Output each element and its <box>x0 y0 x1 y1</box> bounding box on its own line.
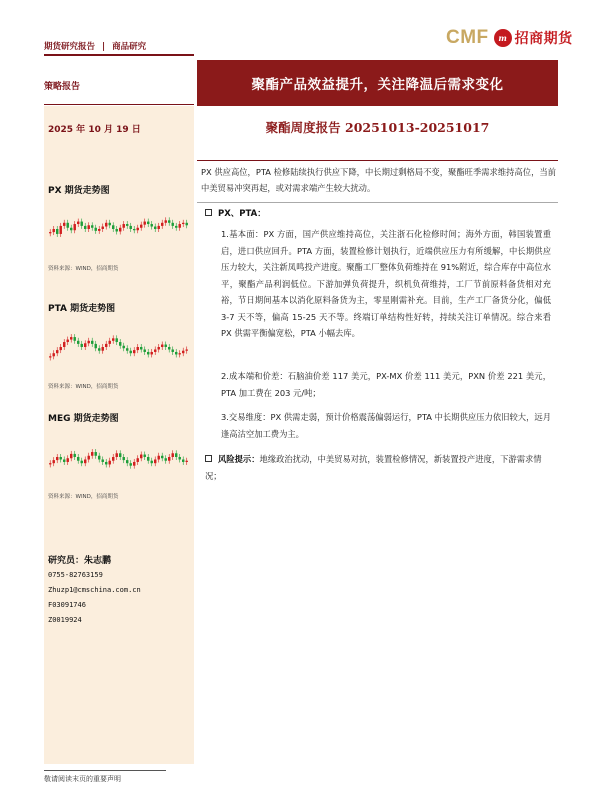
candle-body <box>70 454 72 458</box>
candle-body <box>102 459 104 461</box>
header-category <box>44 40 146 52</box>
candle-body <box>91 341 93 344</box>
candle-body <box>105 462 107 464</box>
candle-body <box>63 459 65 461</box>
pta-candlestick-svg <box>46 316 192 378</box>
meg-chart-title: MEG 期货走势图 <box>48 414 119 424</box>
candle-body <box>130 351 132 353</box>
researcher-cert-1: F03091746 <box>48 601 86 609</box>
candle-body <box>91 452 93 456</box>
candle-body <box>168 347 170 349</box>
report-type-divider <box>44 104 194 105</box>
logo-text: CMF <box>446 27 489 48</box>
researcher-name: 研究员：朱志鹏 <box>48 556 112 566</box>
report-date: 2025 年 10 月 19 日 <box>48 124 141 135</box>
candle-body <box>123 346 125 348</box>
candle-body <box>63 342 65 347</box>
date-strip <box>44 106 194 150</box>
candle-body <box>172 453 174 457</box>
candle-body <box>165 458 167 460</box>
logo-cn-text: 招商期货 <box>514 31 573 47</box>
candle-body <box>60 226 62 234</box>
logo-badge-icon: m <box>494 29 512 47</box>
candle-body <box>77 457 79 461</box>
header-category-left: 期货研究报告 <box>44 42 96 52</box>
px-futures-chart <box>46 198 192 260</box>
summary-bottom-divider <box>197 202 558 203</box>
px-chart-source: 资料来源：WIND，招商期货 <box>48 266 119 272</box>
footer-divider <box>44 770 166 771</box>
candle-body <box>109 461 111 465</box>
candle-body <box>88 225 90 229</box>
candle-body <box>81 461 83 463</box>
meg-futures-chart <box>46 426 192 488</box>
candle-body <box>63 223 65 226</box>
candle-body <box>168 457 170 461</box>
candle-body <box>102 347 104 351</box>
candle-body <box>119 453 121 457</box>
candle-body <box>186 223 188 225</box>
candle-body <box>60 457 62 459</box>
researcher-cert-2: Z0019924 <box>48 616 82 624</box>
report-type: 策略报告 <box>44 82 81 92</box>
section-heading-text: PX、PTA： <box>218 209 266 219</box>
candle-body <box>182 351 184 353</box>
candle-body <box>151 352 153 354</box>
candle-body <box>77 341 79 344</box>
candle-body <box>98 348 100 350</box>
candle-body <box>154 227 156 229</box>
candle-body <box>109 223 111 225</box>
candle-body <box>60 347 62 350</box>
candle-body <box>112 338 114 340</box>
candle-body <box>105 344 107 347</box>
candle-body <box>144 349 146 351</box>
candle-body <box>154 459 156 463</box>
candle-body <box>151 224 153 226</box>
candle-body <box>116 453 118 457</box>
candle-body <box>67 340 69 342</box>
title-banner <box>197 60 558 106</box>
footer-disclaimer: 敬请阅读末页的重要声明 <box>44 775 121 783</box>
px-chart-title: PX 期货走势图 <box>48 186 110 196</box>
candle-body <box>133 350 135 353</box>
candle-body <box>140 225 142 228</box>
candle-body <box>186 461 188 462</box>
candle-body <box>133 462 135 466</box>
candle-body <box>123 224 125 228</box>
paragraph-cost-spread: 2.成本端和价差：石脑油价差 117 美元，PX-MX 价差 111 美元，PXN 价差 221 美元，PTA 加工费在 203 元/吨； <box>221 371 551 398</box>
candle-body <box>49 463 51 464</box>
candle-body <box>126 348 128 350</box>
candle-body <box>74 337 76 341</box>
paragraph-fundamentals: 1.基本面：PX 方面，国产供应维持高位，关注浙石化检修时间；海外方面，韩国装置重启，进口供应回升。PTA 方面，装置检修计划执行，近端供应压力有所缓解，中长期供应压力较大，关注新凤鸣投产进度。聚酯工厂整体负荷维持在 91%附近，综合库存中高位水平，聚酯产品利润低位。下游加弹负荷提升，织机负荷维持，工厂节前原料备货相对充裕，节日期间基本以消化原料备货为主，零星刚需补充。目前，生产工厂备货分化，偏低 3-7 天不等，偏高 15-25 天不等。终端订单结构性好转，持续关注订单情况。综合来看 PX 供需平衡偏宽松，PTA 小幅去库。 <box>221 229 551 338</box>
candle-body <box>70 228 72 230</box>
candle-body <box>179 224 181 228</box>
candle-body <box>165 220 167 222</box>
candle-body <box>49 356 51 357</box>
candle-body <box>161 456 163 458</box>
candle-body <box>126 460 128 463</box>
candle-body <box>102 227 104 229</box>
candle-body <box>105 223 107 227</box>
candle-body <box>81 222 83 226</box>
candle-body <box>161 223 163 226</box>
candle-body <box>91 225 93 227</box>
summary-text: PX 供应高位，PTA 检修陆续执行供应下降，中长期过剩格局不变，聚酯旺季需求维持高位，当前中美贸易冲突再起，或对需求端产生较大扰动。 <box>201 167 556 193</box>
company-logo <box>446 26 576 50</box>
pta-futures-chart <box>46 316 192 378</box>
candle-body <box>81 344 83 347</box>
candle-body <box>161 345 163 347</box>
candle-body <box>147 222 149 224</box>
candle-body <box>140 347 142 349</box>
candle-body <box>95 452 97 456</box>
candle-body <box>130 226 132 229</box>
candle-body <box>147 457 149 461</box>
candle-body <box>84 343 86 347</box>
candle-body <box>179 353 181 354</box>
candle-body <box>179 457 181 459</box>
candle-body <box>147 352 149 354</box>
candle-body <box>182 223 184 224</box>
summary-top-divider <box>197 160 558 161</box>
paragraph-trading: 3.交易维度：PX 供需走弱，预计价格震荡偏弱运行，PTA 中长期供应压力依旧较大，远月逢高沽空加工费为主。 <box>221 412 551 439</box>
researcher-email[interactable]: Zhuzp1@cmschina.com.cn <box>48 586 141 594</box>
candle-body <box>119 342 121 346</box>
candle-body <box>53 353 55 356</box>
candle-body <box>74 224 76 230</box>
candle-body <box>95 344 97 348</box>
candle-body <box>88 341 90 343</box>
candle-body <box>133 229 135 230</box>
candle-body <box>154 349 156 351</box>
candle-body <box>109 341 111 344</box>
candle-body <box>137 458 139 462</box>
candle-body <box>140 455 142 459</box>
candle-body <box>172 223 174 226</box>
candle-body <box>98 456 100 460</box>
candle-body <box>56 350 58 353</box>
meg-chart-source: 资料来源：WIND，招商期货 <box>48 494 119 500</box>
candle-body <box>95 228 97 231</box>
researcher-phone: 0755-82763159 <box>48 571 103 579</box>
pta-chart-source: 资料来源：WIND，招商期货 <box>48 384 119 390</box>
candle-body <box>112 225 114 229</box>
risk-warning <box>205 451 555 484</box>
candle-body <box>53 460 55 463</box>
pta-chart-title: PTA 期货走势图 <box>48 304 116 314</box>
report-title: 聚酯产品效益提升，关注降温后需求变化 <box>251 77 504 93</box>
candle-body <box>123 457 125 460</box>
candle-body <box>144 455 146 457</box>
candle-body <box>186 349 188 350</box>
candle-body <box>56 229 58 234</box>
candle-body <box>168 220 170 222</box>
candle-body <box>151 461 153 463</box>
candle-body <box>53 229 55 232</box>
header-category-right: 商品研究 <box>112 42 147 52</box>
candle-body <box>137 228 139 230</box>
candle-body <box>165 345 167 347</box>
header-divider <box>44 54 194 56</box>
candle-body <box>84 459 86 463</box>
candle-body <box>112 457 114 461</box>
candle-body <box>56 457 58 460</box>
header-separator: | <box>101 42 106 52</box>
candle-body <box>175 352 177 354</box>
candle-body <box>158 226 160 229</box>
candle-body <box>158 456 160 460</box>
candle-body <box>49 232 51 233</box>
candle-body <box>67 458 69 462</box>
candle-body <box>172 349 174 351</box>
candle-body <box>84 226 86 229</box>
candle-body <box>70 337 72 339</box>
candle-body <box>67 223 69 228</box>
candle-body <box>88 456 90 460</box>
candle-body <box>137 347 139 350</box>
candle-body <box>130 463 132 465</box>
square-bullet-icon <box>205 209 212 216</box>
report-subtitle: 聚酯周度报告 20251013-20251017 <box>265 120 490 135</box>
candle-body <box>77 222 79 224</box>
square-bullet-icon <box>205 455 212 462</box>
candle-body <box>126 224 128 226</box>
candle-body <box>144 222 146 225</box>
candle-body <box>116 229 118 231</box>
risk-label: 风险提示： <box>218 454 260 464</box>
candle-body <box>98 229 100 231</box>
risk-text: 地缘政治扰动，中美贸易对抗，装置检修情况，新装置投产进度，下游需求情况； <box>205 454 542 481</box>
section-heading <box>205 207 266 219</box>
candle-body <box>158 347 160 349</box>
meg-candlestick-svg <box>46 426 192 488</box>
candle-body <box>116 338 118 342</box>
candle-body <box>175 226 177 228</box>
candle-body <box>74 454 76 457</box>
candle-body <box>182 459 184 461</box>
candle-body <box>175 453 177 457</box>
px-candlestick-svg <box>46 198 192 260</box>
candle-body <box>119 228 121 232</box>
